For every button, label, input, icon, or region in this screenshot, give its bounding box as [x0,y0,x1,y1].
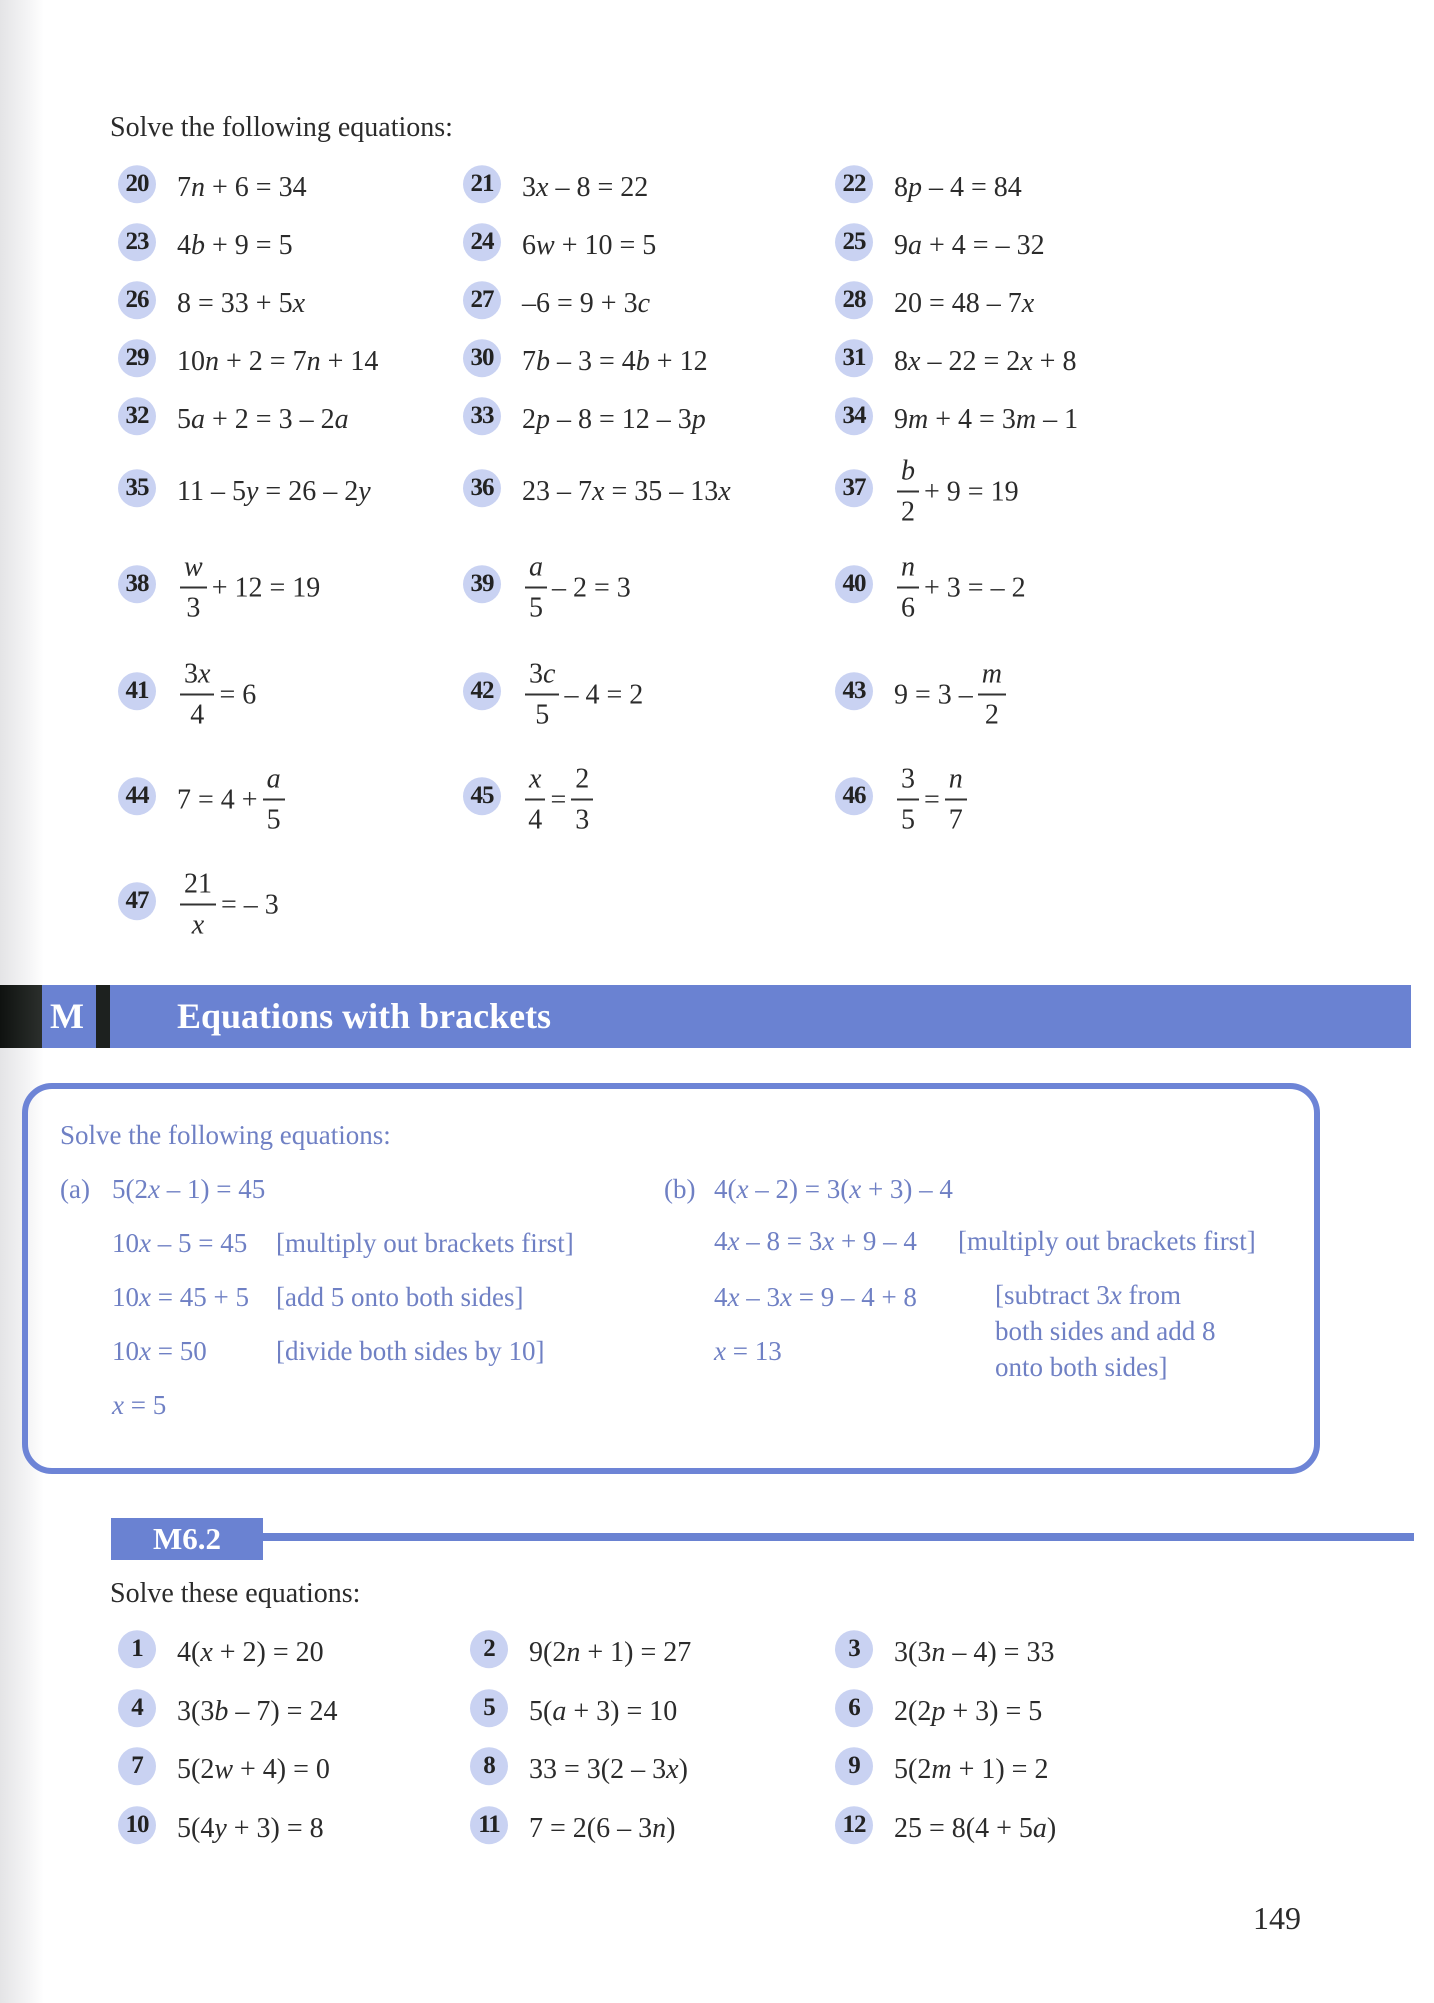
fraction [525,763,545,836]
exercise-item [463,457,803,527]
exercise-number-badge: 7 [118,1747,156,1785]
fraction [180,658,214,731]
exercise-number-badge: 2 [470,1630,508,1668]
fraction-denominator: 3 [186,592,201,624]
equation [528,1696,678,1728]
example-b-step-eq: 4x – 8 = 3x + 9 – 4 [714,1226,917,1256]
exercise-number-badge: 42 [463,672,501,710]
equation-text: 7n + 6 = 34 [177,172,307,203]
fraction-numerator: m [978,661,1006,696]
exercise-number-badge: 25 [835,223,873,261]
exercise-number-badge: 35 [118,469,156,507]
equation-text: 8 = 33 + 5x [177,288,306,319]
fraction [180,868,216,941]
equation-text: – 4 = 2 [564,679,644,710]
example-b-step-note: onto both sides] [995,1352,1168,1382]
equation [528,1813,676,1845]
equation-text: 2(2p + 3) = 5 [894,1696,1043,1727]
exercise-item [118,1628,458,1678]
fraction-numerator: 2 [571,766,593,801]
example-b-equation: 4(x – 2) = 3(x + 3) – 4 [714,1174,953,1204]
equation-text: + 9 = 19 [924,476,1019,507]
example-b-step-note: [multiply out brackets first] [958,1226,1256,1256]
equation [893,1754,1049,1786]
example-a-step-eq: 10x = 50 [112,1336,207,1366]
equation [893,1696,1043,1728]
equation-text: 7b – 3 = 4b + 12 [522,346,708,377]
equation [176,1813,325,1845]
equation-text: 11 – 5y = 26 – 2y [177,476,371,507]
exercise-number-badge: 26 [118,281,156,319]
exercise-number-badge: 38 [118,565,156,603]
equation-text: = [924,784,940,815]
exercise-number-badge: 36 [463,469,501,507]
equation [893,404,1079,436]
exercise-number-badge: 39 [463,565,501,603]
equation [176,288,306,320]
fraction-denominator: 4 [190,699,205,731]
equation-text: 9a + 4 = – 32 [894,230,1045,261]
equation [521,172,649,204]
equation [176,551,321,624]
equation [176,476,372,508]
equation [176,1637,325,1669]
equation [521,346,709,378]
equation [521,404,707,436]
equation [893,1637,1055,1669]
equation-text: 9m + 4 = 3m – 1 [894,404,1079,435]
exercise-set-rule [263,1533,1414,1541]
exercise-item [118,395,458,445]
equation-text: 3(3n – 4) = 33 [894,1637,1055,1668]
exercise-item [118,221,458,271]
equation [176,763,289,836]
exercise-item [470,1687,810,1737]
exercise-number-badge: 40 [835,565,873,603]
equation [528,1637,692,1669]
fraction [897,763,919,836]
equation [176,230,294,262]
exercise-item [835,760,1175,840]
equation [893,346,1077,378]
exercise-number-badge: 24 [463,223,501,261]
equation-text: 4b + 9 = 5 [177,230,293,261]
equation-text: 10n + 2 = 7n + 14 [177,346,379,377]
exercise-number-badge: 12 [835,1806,873,1844]
exercise-item [118,865,458,945]
equation [893,288,1035,320]
exercise-item [463,655,803,735]
fraction-numerator: 3x [180,661,214,696]
section-header-divider [96,985,110,1048]
equation-text: 8p – 4 = 84 [894,172,1022,203]
equation-text: 3x – 8 = 22 [522,172,649,203]
equation-text: 5(a + 3) = 10 [529,1696,678,1727]
equation-text: –6 = 9 + 3c [522,288,651,319]
equation-text: = [550,784,567,815]
exercise-number-badge: 8 [470,1747,508,1785]
section-title: Equations with brackets [177,996,552,1036]
exercise-number-badge: 31 [835,339,873,377]
exercise-item [835,337,1175,387]
equation [176,404,350,436]
exercise-item [463,760,803,840]
fraction-numerator: 3c [525,661,559,696]
equation-text: 4(x + 2) = 20 [177,1637,324,1668]
exercise-item [835,163,1175,213]
fraction-numerator: 21 [180,871,216,906]
exercise-number-badge: 1 [118,1630,156,1668]
part1-instruction: Solve the following equations: [110,112,453,143]
exercise-number-badge: 6 [835,1689,873,1727]
equation [893,1813,1057,1845]
equation-text: 5(2w + 4) = 0 [177,1754,330,1785]
exercise-item [470,1804,810,1854]
equation-text: 3(3b – 7) = 24 [177,1696,338,1727]
fraction-denominator: 5 [529,592,543,624]
equation [893,230,1046,262]
equation [521,658,644,731]
exercise-item [835,395,1175,445]
exercise-item [118,1804,458,1854]
exercise-item [463,548,803,628]
fraction-denominator: 3 [575,804,590,836]
exercise-item [835,279,1175,329]
exercise-item [470,1628,810,1678]
equation-text: 5(4y + 3) = 8 [177,1813,324,1844]
equation-text: 9(2n + 1) = 27 [529,1637,692,1668]
exercise-item [463,221,803,271]
fraction [525,658,559,731]
example-b-label: (b) [664,1174,696,1204]
fraction [978,658,1006,731]
fraction [180,551,207,624]
exercise-item [118,760,458,840]
equation-text: 5a + 2 = 3 – 2a [177,404,349,435]
fraction-numerator: w [180,554,207,589]
equation-text: 8x – 22 = 2x + 8 [894,346,1077,377]
exercise-number-badge: 20 [118,165,156,203]
example-a-step-eq: 10x – 5 = 45 [112,1228,248,1258]
example-b-step-note: [subtract 3x from [995,1280,1181,1310]
exercise-number-badge: 45 [463,777,501,815]
equation [893,658,1010,731]
example-a-step-eq: 10x = 45 + 5 [112,1282,249,1312]
exercise-number-badge: 32 [118,397,156,435]
fraction-denominator: x [191,909,205,941]
fraction-denominator: 5 [266,804,281,836]
equation [176,1696,338,1728]
exercise-number-badge: 22 [835,165,873,203]
equation [893,763,971,836]
exercise-set-instruction: Solve these equations: [110,1578,361,1609]
section-header-edge [0,985,42,1048]
exercise-number-badge: 29 [118,339,156,377]
equation-text: 7 = 2(6 – 3n) [529,1813,676,1844]
fraction-numerator: a [525,554,547,589]
equation-text: 7 = 4 + [177,784,258,815]
fraction-denominator: 4 [528,804,543,836]
equation-text: 9 = 3 – [894,679,973,710]
exercise-item [835,1804,1175,1854]
exercise-number-badge: 44 [118,777,156,815]
exercise-item [835,1745,1175,1795]
exercise-number-badge: 37 [835,469,873,507]
exercise-number-badge: 46 [835,777,873,815]
equation [176,346,379,378]
equation-text: + 3 = – 2 [924,572,1026,603]
equation-text: 33 = 3(2 – 3x) [529,1754,688,1785]
section-letter: M [50,996,84,1036]
exercise-number-badge: 33 [463,397,501,435]
equation [521,476,732,508]
exercise-number-badge: 47 [118,882,156,920]
exercise-item [835,221,1175,271]
exercise-item [835,548,1175,628]
exercise-item [118,1745,458,1795]
equation-text: – 2 = 3 [552,572,631,603]
exercise-number-badge: 10 [118,1806,156,1844]
fraction [525,551,547,624]
example-a-equation: 5(2x – 1) = 45 [112,1174,266,1204]
exercise-number-badge: 34 [835,397,873,435]
example-a-step-note: [divide both sides by 10] [276,1336,545,1366]
fraction [897,551,919,624]
equation-text: 25 = 8(4 + 5a) [894,1813,1057,1844]
example-a-label: (a) [60,1174,90,1204]
exercise-item [835,1628,1175,1678]
page-number: 149 [1253,1900,1301,1936]
exercise-item [470,1745,810,1795]
exercise-item [463,337,803,387]
fraction-denominator: 2 [984,699,999,731]
equation-text: = 6 [219,679,257,710]
equation [893,551,1027,624]
exercise-item [118,548,458,628]
exercise-number-badge: 21 [463,165,501,203]
fraction [945,763,967,836]
fraction-numerator: b [897,458,919,493]
exercise-number-badge: 28 [835,281,873,319]
equation-text: = – 3 [221,889,279,920]
exercise-number-badge: 11 [470,1806,508,1844]
example-b-step-note: both sides and add 8 [995,1316,1216,1346]
fraction-denominator: 5 [535,699,550,731]
section-header [0,985,1411,1048]
exercise-item [463,279,803,329]
equation-text: 5(2m + 1) = 2 [894,1754,1049,1785]
exercise-number-badge: 43 [835,672,873,710]
exercise-item [118,337,458,387]
equation [176,1754,331,1786]
fraction-denominator: 5 [901,804,915,836]
fraction-numerator: 3 [897,766,919,801]
exercise-item [118,457,458,527]
example-a-step-note: [add 5 onto both sides] [276,1282,524,1312]
exercise-number-badge: 4 [118,1689,156,1727]
fraction-denominator: 2 [901,496,915,528]
fraction-numerator: x [525,766,545,801]
fraction-denominator: 6 [901,592,915,624]
exercise-item [463,395,803,445]
example-b-step-eq: 4x – 3x = 9 – 4 + 8 [714,1282,917,1312]
equation-text: + 12 = 19 [211,572,321,603]
exercise-number-badge: 3 [835,1630,873,1668]
example-b-step-eq: x = 13 [714,1336,782,1366]
equation [521,230,657,262]
exercise-item [835,1687,1175,1737]
equation [528,1754,689,1786]
fraction [571,763,593,836]
fraction-numerator: a [263,766,285,801]
equation-text: 2p – 8 = 12 – 3p [522,404,706,435]
exercise-number-badge: 23 [118,223,156,261]
exercise-item [118,655,458,735]
exercise-item [118,1687,458,1737]
fraction [263,763,285,836]
exercise-number-badge: 9 [835,1747,873,1785]
exercise-number-badge: 30 [463,339,501,377]
equation [893,455,1020,528]
equation [176,868,280,941]
exercise-item [835,457,1175,527]
example-a-step-eq: x = 5 [112,1390,167,1420]
exercise-item [118,163,458,213]
equation [521,763,597,836]
equation [176,658,257,731]
equation-text: 6w + 10 = 5 [522,230,657,261]
equation-text: 23 – 7x = 35 – 13x [522,476,731,507]
exercise-number-badge: 5 [470,1689,508,1727]
exercise-number-badge: 41 [118,672,156,710]
fraction [897,455,919,528]
exercise-number-badge: 27 [463,281,501,319]
exercise-set-tag: M6.2 [111,1518,263,1560]
exercise-item [835,655,1175,735]
fraction-numerator: n [897,554,919,589]
equation [521,288,651,320]
equation-text: 20 = 48 – 7x [894,288,1035,319]
exercise-item [463,163,803,213]
example-instruction: Solve the following equations: [60,1120,391,1150]
example-a-step-note: [multiply out brackets first] [276,1228,574,1258]
exercise-item [118,279,458,329]
fraction-numerator: n [945,766,967,801]
equation [521,551,632,624]
fraction-denominator: 7 [948,804,963,836]
equation [893,172,1023,204]
equation [176,172,308,204]
